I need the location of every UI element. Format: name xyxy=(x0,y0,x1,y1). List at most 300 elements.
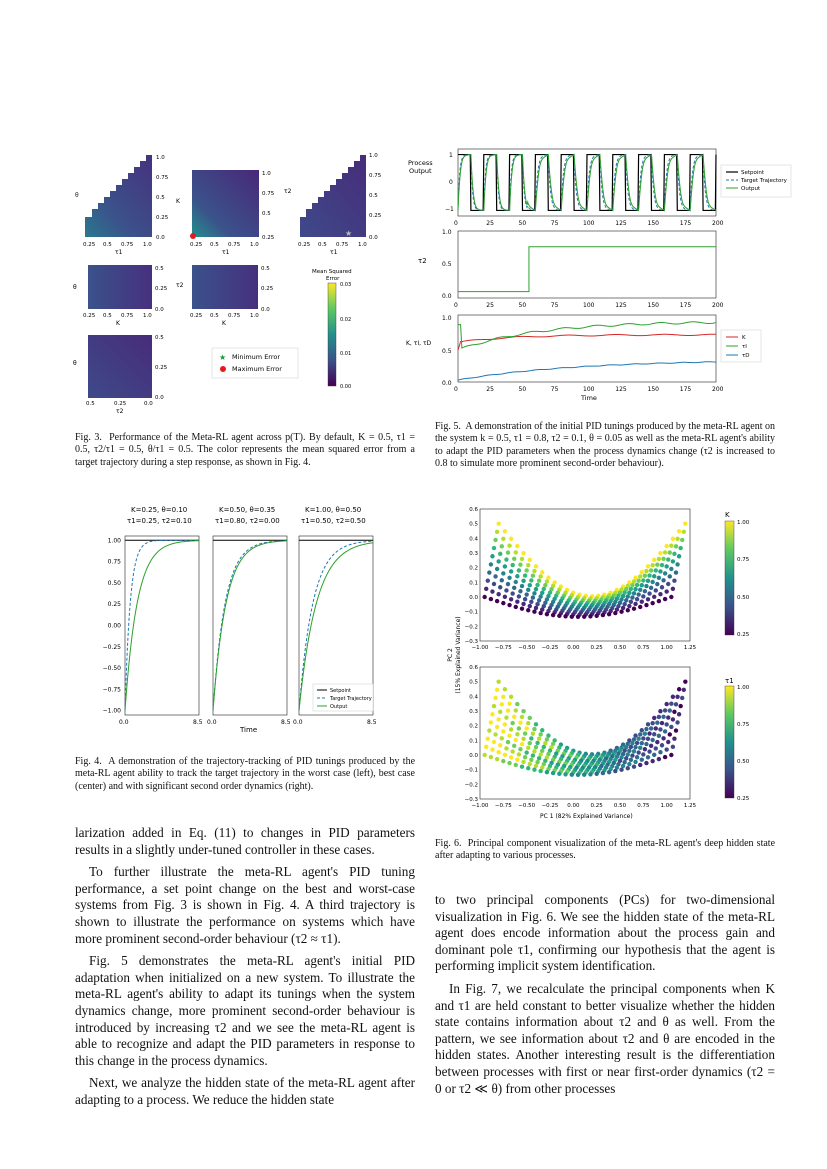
max-error-marker xyxy=(190,233,196,239)
scatter-point xyxy=(643,732,647,736)
tick: 1.0 xyxy=(442,229,452,236)
scatter-point xyxy=(534,564,538,568)
legend-min-label: Minimum Error xyxy=(232,353,281,361)
tick: 0.5 xyxy=(103,242,112,248)
scatter-point xyxy=(636,578,640,582)
scatter-point xyxy=(563,614,567,618)
tick: 1 xyxy=(449,152,453,159)
scatter-point xyxy=(658,709,662,713)
cbar-tau1-label: τ1 xyxy=(725,677,734,685)
scatter-point xyxy=(624,756,628,760)
scatter-point xyxy=(521,760,525,764)
scatter-point xyxy=(674,728,678,732)
tick: 0.50 xyxy=(613,645,627,651)
scatter-point xyxy=(484,745,488,749)
scatter-point xyxy=(660,585,664,589)
scatter-point xyxy=(678,704,682,708)
paragraph: To further illustrate the meta-RL agent's PID tuning performance, a set point change on the best and worst-case systems from Fig. 3 is shown in Fig. 4. A third trajectory is shown to illustrate the performance on systems which have more prominent second-order behaviour (τ2 ≈ τ1). xyxy=(75,864,415,946)
tick: 50 xyxy=(518,386,527,393)
tick: 0.5 xyxy=(156,195,165,201)
tick: 0.0 xyxy=(155,395,164,401)
scatter-point xyxy=(521,737,525,741)
fig5-xticks-1 xyxy=(454,220,724,227)
tick: 0.75 xyxy=(228,313,241,319)
scatter-point xyxy=(649,586,653,590)
fig4-titles xyxy=(127,506,366,525)
scatter-point xyxy=(650,563,654,567)
legend-output: Output xyxy=(330,704,348,710)
scatter-point xyxy=(524,592,528,596)
scatter-point xyxy=(683,521,687,525)
scatter-point xyxy=(520,764,524,768)
scatter-point xyxy=(636,750,640,754)
scatter-point xyxy=(671,745,675,749)
scatter-point xyxy=(633,602,637,606)
scatter-point xyxy=(514,580,518,584)
scatter-point xyxy=(680,696,684,700)
scatter-point xyxy=(632,749,636,753)
scatter-point xyxy=(657,576,661,580)
star-icon: ★ xyxy=(219,353,227,362)
scatter-point xyxy=(498,743,502,747)
scatter-point xyxy=(493,574,497,578)
scatter-point xyxy=(643,589,647,593)
scatter-point xyxy=(501,601,505,605)
scatter-point xyxy=(538,752,542,756)
tick: 0.00 xyxy=(567,803,580,809)
tick: 0.5 xyxy=(469,521,478,528)
scatter-point xyxy=(518,721,522,725)
scatter-point xyxy=(504,746,508,750)
scatter-point xyxy=(588,614,592,618)
fig3-caption xyxy=(75,432,415,469)
tick: 1.0 xyxy=(143,313,152,319)
scatter-point xyxy=(649,568,653,572)
scatter-point xyxy=(680,538,684,542)
scatter-point xyxy=(531,732,535,736)
tick: 0.2 xyxy=(469,565,478,572)
scatter-point xyxy=(489,597,493,601)
scatter-point xyxy=(664,702,668,706)
scatter-point xyxy=(655,721,659,725)
scatter-point xyxy=(521,551,525,555)
panel3-ylabel: K, τI, τD xyxy=(406,340,432,347)
scatter-point xyxy=(500,702,504,706)
scatter-point xyxy=(657,599,661,603)
scatter-point xyxy=(627,604,631,608)
scatter-point xyxy=(482,595,486,599)
tick: 150 xyxy=(647,302,659,309)
scatter-point xyxy=(500,544,504,548)
scatter-point xyxy=(486,737,490,741)
scatter-point xyxy=(640,570,644,574)
tick: 0.2 xyxy=(469,723,478,730)
scatter-point xyxy=(633,587,637,591)
scatter-point xyxy=(484,587,488,591)
output-line xyxy=(213,541,287,711)
scatter-point xyxy=(624,598,628,602)
scatter-point xyxy=(658,592,662,596)
scatter-point xyxy=(641,752,645,756)
legend-target: Target Trajectory xyxy=(741,178,787,184)
tick: −0.75 xyxy=(494,803,512,809)
scatter-point xyxy=(546,733,550,737)
panel-title: K=1.00, θ=0.50 xyxy=(305,506,362,514)
scatter-point xyxy=(675,720,679,724)
scatter-point xyxy=(545,612,549,616)
label-tau2: τ2 xyxy=(176,282,184,289)
scatter-point xyxy=(663,708,667,712)
scatter-point xyxy=(677,687,681,691)
scatter-point xyxy=(507,734,511,738)
tick: 0.25 xyxy=(83,242,96,248)
scatter-point xyxy=(649,744,653,748)
tick: 150 xyxy=(647,220,659,227)
scatter-point xyxy=(588,772,592,776)
tick: 100 xyxy=(583,302,595,309)
scatter-point xyxy=(531,753,535,757)
tick: 1.00 xyxy=(737,685,750,691)
scatter-point xyxy=(489,755,493,759)
fig6-caption xyxy=(435,838,775,863)
tick: 0.25 xyxy=(298,242,311,248)
scatter-point xyxy=(512,586,516,590)
tick: 0.75 xyxy=(637,803,650,809)
scatter-point xyxy=(523,755,527,759)
tick: 0.25 xyxy=(190,242,203,248)
tick: 0.4 xyxy=(469,694,478,701)
scatter-point xyxy=(517,568,521,572)
scatter-point xyxy=(495,725,499,729)
scatter-point xyxy=(532,749,536,753)
scatter-point xyxy=(666,582,670,586)
tauD-line xyxy=(458,362,716,380)
target-line xyxy=(213,541,287,711)
scatter-point xyxy=(582,614,586,618)
scatter-point xyxy=(498,710,502,714)
tick: 0.75 xyxy=(107,558,121,566)
scatter-point xyxy=(683,679,687,683)
tick: 0.25 xyxy=(262,235,275,241)
fig6-panel1-frame xyxy=(480,509,690,641)
scatter-point xyxy=(486,579,490,583)
scatter-point xyxy=(671,559,675,563)
scatter-point xyxy=(524,568,528,572)
scatter-point xyxy=(646,597,650,601)
scatter-point xyxy=(492,582,496,586)
scatter-point xyxy=(493,696,497,700)
scatter-point xyxy=(501,729,505,733)
scatter-point xyxy=(509,727,513,731)
tick: 0.01 xyxy=(340,351,352,357)
scatter-point xyxy=(489,562,493,566)
fig5-panel-pid xyxy=(406,315,761,387)
scatter-point xyxy=(655,740,659,744)
output-line xyxy=(125,541,199,711)
tick: 0.0 xyxy=(293,719,303,726)
tick: 0.75 xyxy=(262,191,275,197)
scatter-point xyxy=(514,605,518,609)
xlabel: Time xyxy=(581,394,597,402)
scatter-point xyxy=(498,552,502,556)
scatter-point xyxy=(509,537,513,541)
tick: 0.0 xyxy=(156,235,165,241)
scatter-point xyxy=(534,764,538,768)
scatter-point xyxy=(632,737,636,741)
tick: 0.5 xyxy=(262,211,271,217)
tick: 0.5 xyxy=(210,313,219,319)
scatter-point xyxy=(500,578,504,582)
fig3-panel-theta-K xyxy=(73,265,168,327)
scatter-point xyxy=(629,758,633,762)
tick: 200 xyxy=(712,386,724,393)
scatter-point xyxy=(671,695,675,699)
cbar-K-label: K xyxy=(725,511,730,519)
scatter-point xyxy=(644,569,648,573)
scatter-point xyxy=(503,529,507,533)
tick: 1.0 xyxy=(369,153,378,159)
scatter-point xyxy=(632,764,636,768)
tick: 1.00 xyxy=(737,520,750,526)
scatter-point xyxy=(507,603,511,607)
scatter-point xyxy=(664,589,668,593)
scatter-point xyxy=(626,608,630,612)
caption-text: Performance of the Meta-RL agent across p(T). By default, K = 0.5, τ1 = 0.5, τ2/τ1 = 0.5, θ/τ1 = 0.5. The color represents the mean squared error from a target trajectory during a step response, as shown in Fig. 4. xyxy=(75,432,415,468)
scatter-point xyxy=(652,558,656,562)
tick: −0.75 xyxy=(494,645,512,651)
scatter-point xyxy=(537,598,541,602)
scatter-point xyxy=(663,571,667,575)
scatter-point xyxy=(646,564,650,568)
scatter-point xyxy=(640,757,644,761)
scatter-point xyxy=(640,599,644,603)
scatter-point xyxy=(650,721,654,725)
tau2-line xyxy=(458,247,716,292)
tick: 1.0 xyxy=(262,171,271,177)
scatter-point xyxy=(503,722,507,726)
scatter-point xyxy=(641,578,645,582)
scatter-point xyxy=(630,583,634,587)
scatter-point xyxy=(517,726,521,730)
scatter-point xyxy=(678,546,682,550)
tick: 0.75 xyxy=(737,722,750,728)
figure-3 xyxy=(70,145,410,420)
tick: 175 xyxy=(679,220,692,227)
scatter-point xyxy=(594,614,598,618)
scatter-point xyxy=(490,554,494,558)
tick: 8.5 xyxy=(367,719,377,726)
scatter-point xyxy=(518,589,522,593)
tick: 1.0 xyxy=(156,155,165,161)
scatter-point xyxy=(626,752,630,756)
scatter-point xyxy=(630,753,634,757)
label-theta: θ xyxy=(73,284,77,291)
fig6-scatter-K xyxy=(482,521,687,619)
scatter-point xyxy=(660,563,664,567)
panel-title: τ1=0.50, τ2=0.50 xyxy=(301,517,366,525)
scatter-point xyxy=(514,550,518,554)
scatter-point xyxy=(654,746,658,750)
min-error-marker: ★ xyxy=(345,229,353,238)
tick: −0.25 xyxy=(102,643,121,651)
scatter-point xyxy=(652,574,656,578)
figure-5 xyxy=(400,145,787,405)
tick: 0.00 xyxy=(340,384,352,390)
scatter-point xyxy=(490,712,494,716)
scatter-point xyxy=(487,728,491,732)
target-line xyxy=(125,540,199,710)
scatter-point xyxy=(635,597,639,601)
scatter-point xyxy=(515,599,519,603)
scatter-point xyxy=(672,552,676,556)
scatter-point xyxy=(509,755,513,759)
scatter-point xyxy=(657,734,661,738)
scatter-point xyxy=(535,583,539,587)
scatter-point xyxy=(507,576,511,580)
scatter-point xyxy=(528,604,532,608)
scatter-point xyxy=(515,732,519,736)
scatter-point xyxy=(621,764,625,768)
scatter-point xyxy=(654,568,658,572)
tick: 0.25 xyxy=(590,803,603,809)
scatter-point xyxy=(672,710,676,714)
scatter-point xyxy=(540,570,544,574)
scatter-point xyxy=(666,715,670,719)
scatter-point xyxy=(627,762,631,766)
scatter-point xyxy=(490,747,494,751)
scatter-point xyxy=(671,537,675,541)
scatter-point xyxy=(627,591,631,595)
scatter-point xyxy=(663,597,667,601)
tick: 1.0 xyxy=(250,313,259,319)
scatter-point xyxy=(515,702,519,706)
label-theta: θ xyxy=(73,360,77,367)
scatter-point xyxy=(621,606,625,610)
fig5-caption xyxy=(435,421,775,471)
colorbar-tau1 xyxy=(725,686,734,798)
scatter-point xyxy=(545,770,549,774)
scatter-point xyxy=(503,687,507,691)
scatter-point xyxy=(654,726,658,730)
scatter-point xyxy=(635,755,639,759)
scatter-point xyxy=(650,580,654,584)
tick: 0.5 xyxy=(318,242,327,248)
scatter-point xyxy=(534,606,538,610)
scatter-point xyxy=(489,720,493,724)
scatter-point xyxy=(512,557,516,561)
tick: 1.0 xyxy=(143,242,152,248)
scatter-point xyxy=(657,557,661,561)
fig3-panel-tau2-K xyxy=(176,265,274,327)
scatter-point xyxy=(674,570,678,574)
fig6-scatter-tau1 xyxy=(482,679,687,777)
panel1-ylabel: Process Output xyxy=(408,159,433,175)
tick: 0.25 xyxy=(156,215,169,221)
scatter-point xyxy=(523,573,527,577)
scatter-point xyxy=(655,563,659,567)
scatter-point xyxy=(528,762,532,766)
label-K: K xyxy=(176,198,180,205)
tick: 1.00 xyxy=(660,645,673,651)
scatter-point xyxy=(523,731,527,735)
scatter-point xyxy=(532,569,536,573)
scatter-point xyxy=(677,554,681,558)
scatter-point xyxy=(517,594,521,598)
tick: −0.1 xyxy=(464,609,478,616)
panel-title: K=0.50, θ=0.35 xyxy=(219,506,276,514)
tick: 150 xyxy=(647,386,659,393)
scatter-point xyxy=(640,583,644,587)
scatter-point xyxy=(627,749,631,753)
figure-6 xyxy=(440,505,770,825)
scatter-point xyxy=(482,753,486,757)
scatter-point xyxy=(619,610,623,614)
scatter-point xyxy=(682,530,686,534)
scatter-point xyxy=(543,741,547,745)
scatter-point xyxy=(528,583,532,587)
scatter-point xyxy=(630,741,634,745)
scatter-point xyxy=(546,575,550,579)
scatter-point xyxy=(500,736,504,740)
scatter-point xyxy=(492,740,496,744)
tick: 0.75 xyxy=(369,173,382,179)
scatter-point xyxy=(515,544,519,548)
scatter-point xyxy=(540,728,544,732)
scatter-point xyxy=(638,746,642,750)
scatter-point xyxy=(677,529,681,533)
scatter-point xyxy=(514,708,518,712)
tick: 0.00 xyxy=(107,622,121,630)
tick: 0.5 xyxy=(155,335,164,341)
tick: 0.75 xyxy=(336,242,349,248)
tick: 100 xyxy=(583,386,595,393)
scatter-point xyxy=(493,732,497,736)
scatter-point xyxy=(652,753,656,757)
scatter-point xyxy=(669,543,673,547)
tick: 0.5 xyxy=(369,193,378,199)
scatter-point xyxy=(629,587,633,591)
scatter-point xyxy=(496,559,500,563)
scatter-point xyxy=(643,747,647,751)
paragraph: Next, we analyze the hidden state of the meta-RL agent after adapting to a process. We reduce the hidden state xyxy=(75,1075,415,1107)
scatter-point xyxy=(545,579,549,583)
scatter-point xyxy=(671,587,675,591)
scatter-point xyxy=(650,738,654,742)
scatter-point xyxy=(668,708,672,712)
tick: −0.50 xyxy=(518,803,536,809)
scatter-point xyxy=(669,701,673,705)
tick: 0.5 xyxy=(442,348,452,355)
scatter-point xyxy=(622,760,626,764)
scatter-point xyxy=(535,741,539,745)
scatter-point xyxy=(644,603,648,607)
scatter-point xyxy=(496,750,500,754)
scatter-point xyxy=(526,766,530,770)
tick: 0.3 xyxy=(469,709,478,715)
scatter-point xyxy=(537,578,541,582)
scatter-point xyxy=(526,588,530,592)
tick: −0.2 xyxy=(464,624,478,631)
tick: 0.75 xyxy=(121,242,134,248)
scatter-point xyxy=(630,595,634,599)
paragraph: larization added in Eq. (11) to changes in PID parameters results in a slightly under-tuned controller in these cases. xyxy=(75,825,415,857)
scatter-point xyxy=(661,715,665,719)
scatter-point xyxy=(487,570,491,574)
fig3-panel-theta-tau1 xyxy=(75,155,169,256)
scatter-point xyxy=(529,736,533,740)
scatter-point xyxy=(576,773,580,777)
label-tau1: τ1 xyxy=(222,249,230,256)
